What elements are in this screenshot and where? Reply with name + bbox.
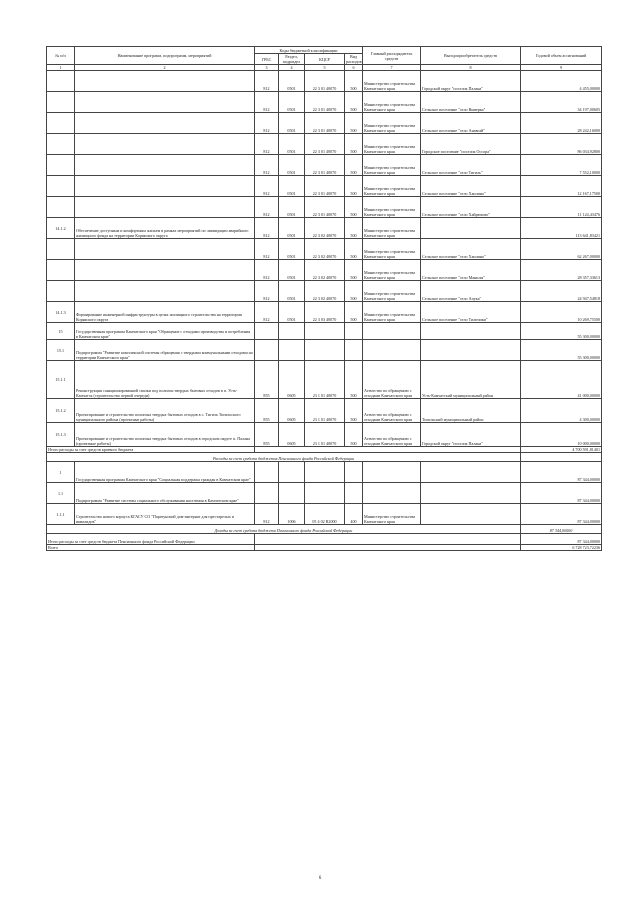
row-vr: 500 bbox=[345, 399, 363, 423]
row-name: Реконструкция санкционированной свалки под полигон твердых бытовых отходов в п. Усть-Камчатск (строительство первой очереди) bbox=[75, 361, 255, 399]
header-index: 9 bbox=[521, 65, 602, 71]
header-amount: Годовой объем ассигнований bbox=[521, 47, 602, 65]
table-row bbox=[47, 323, 602, 340]
row-vr: 500 bbox=[345, 71, 363, 92]
header-payer: Выгодоприобретатель средств bbox=[421, 47, 521, 65]
row-name: Подпрограмма "Развитие системы социального обслуживания населения в Камчатском крае" bbox=[75, 483, 255, 504]
row-amount: 62 267,00000 bbox=[521, 239, 602, 260]
row-name: Формирование инженерной инфраструктуры в целях жилищного строительства на территории Корякского округа bbox=[75, 302, 255, 323]
header-index: 6 bbox=[345, 65, 363, 71]
row-recipient: Министерство строительства Камчатского края bbox=[363, 260, 421, 281]
row-vr: 500 bbox=[345, 176, 363, 197]
row-payer: Городское поселение "поселок Оссора" bbox=[421, 134, 521, 155]
row-razdel: 0501 bbox=[279, 281, 305, 302]
header-csr: КЦСР bbox=[305, 54, 345, 65]
row-csr: 22 3 02 40070 bbox=[305, 218, 345, 239]
row-grbs: 855 bbox=[255, 361, 279, 399]
row-amount: 55 300,00000 bbox=[521, 340, 602, 361]
row-vr bbox=[345, 340, 363, 361]
row-razdel bbox=[279, 483, 305, 504]
row-name: Проектирование и строительство полигона твердых бытовых отходов в городском округе п. Палана (проектные работы) bbox=[75, 423, 255, 447]
budget-table bbox=[46, 46, 602, 551]
header-index: 8 bbox=[421, 65, 521, 71]
row-grbs: 812 bbox=[255, 239, 279, 260]
row-amount: 34 197,00605 bbox=[521, 92, 602, 113]
row-recipient: Министерство строительства Камчатского края bbox=[363, 302, 421, 323]
row-grbs bbox=[255, 462, 279, 483]
row-razdel: 1006 bbox=[279, 504, 305, 525]
row-csr: 22 3 02 40070 bbox=[305, 260, 345, 281]
row-grbs: 812 bbox=[255, 504, 279, 525]
row-csr bbox=[305, 483, 345, 504]
table-row bbox=[47, 504, 602, 525]
row-name bbox=[75, 71, 255, 92]
row-grbs: 812 bbox=[255, 134, 279, 155]
row-number: 15.1.2 bbox=[47, 399, 75, 423]
row-number: 1.1.1 bbox=[47, 504, 75, 525]
row-vr: 500 bbox=[345, 423, 363, 447]
total-filler bbox=[255, 545, 521, 551]
row-vr: 500 bbox=[345, 260, 363, 281]
row-razdel: 0605 bbox=[279, 361, 305, 399]
row-csr: 22 3 02 40070 bbox=[305, 281, 345, 302]
table-row bbox=[47, 281, 602, 302]
row-csr: 22 3 01 40070 bbox=[305, 176, 345, 197]
row-razdel: 0501 bbox=[279, 302, 305, 323]
table-body bbox=[47, 71, 602, 551]
row-recipient: Агентство по обращению с отходами Камчатского края bbox=[363, 399, 421, 423]
header-index: 1 bbox=[47, 65, 75, 71]
row-razdel: 0501 bbox=[279, 134, 305, 155]
header-num: № п/п bbox=[47, 47, 75, 65]
table-row bbox=[47, 260, 602, 281]
table-row bbox=[47, 399, 602, 423]
row-number: 15.1.1 bbox=[47, 361, 75, 399]
row-vr bbox=[345, 483, 363, 504]
row-vr: 500 bbox=[345, 361, 363, 399]
row-amount: 24 947,54818 bbox=[521, 281, 602, 302]
header-index: 4 bbox=[279, 65, 305, 71]
table-row bbox=[47, 239, 602, 260]
row-csr: 22 3 01 40070 bbox=[305, 197, 345, 218]
row-amount: 113 641,83421 bbox=[521, 218, 602, 239]
row-razdel: 0501 bbox=[279, 92, 305, 113]
header-index: 7 bbox=[363, 65, 421, 71]
row-amount: 55 300,00000 bbox=[521, 323, 602, 340]
row-vr: 500 bbox=[345, 281, 363, 302]
row-payer: Сельское поселение "село Хаилино" bbox=[421, 239, 521, 260]
row-grbs: 812 bbox=[255, 176, 279, 197]
row-razdel bbox=[279, 462, 305, 483]
row-amount: 86 034,92800 bbox=[521, 134, 602, 155]
row-payer: Городской округ "поселок Палана" bbox=[421, 423, 521, 447]
row-name: Проектирование и строительство полигона твердых бытовых отходов в с. Тигиль Тигильского муниципального района (проектные работы) bbox=[75, 399, 255, 423]
row-grbs: 812 bbox=[255, 218, 279, 239]
row-payer bbox=[421, 340, 521, 361]
section-row bbox=[47, 453, 602, 462]
table-row bbox=[47, 218, 602, 239]
row-vr bbox=[345, 323, 363, 340]
row-grbs: 812 bbox=[255, 302, 279, 323]
row-vr: 500 bbox=[345, 218, 363, 239]
table-row bbox=[47, 197, 602, 218]
page-number: 6 bbox=[318, 876, 322, 881]
row-payer bbox=[421, 462, 521, 483]
row-name: Строительство нового корпуса КГАСУ СО "Паратунский дом-интернат для престарелых и инвалидов" bbox=[75, 504, 255, 525]
row-payer: Сельское поселение "село Хайрюзово" bbox=[421, 197, 521, 218]
row-recipient: Министерство строительства Камчатского края bbox=[363, 134, 421, 155]
row-csr: 23 1 01 40070 bbox=[305, 361, 345, 399]
row-razdel: 0501 bbox=[279, 176, 305, 197]
section-row bbox=[47, 525, 602, 534]
table-header bbox=[47, 47, 602, 71]
total-amount: 6 728 723,72236 bbox=[521, 545, 602, 551]
table-row bbox=[47, 134, 602, 155]
row-razdel: 0605 bbox=[279, 423, 305, 447]
row-payer: Сельское поселение "село Анавгай" bbox=[421, 113, 521, 134]
row-amount: 7 552,10000 bbox=[521, 155, 602, 176]
row-recipient: Министерство строительства Камчатского края bbox=[363, 113, 421, 134]
row-grbs bbox=[255, 323, 279, 340]
row-recipient: Министерство строительства Камчатского края bbox=[363, 504, 421, 525]
row-number bbox=[47, 92, 75, 113]
row-grbs: 812 bbox=[255, 155, 279, 176]
row-csr: 22 3 01 40070 bbox=[305, 71, 345, 92]
row-recipient: Министерство строительства Камчатского края bbox=[363, 71, 421, 92]
row-csr: 22 3 01 40070 bbox=[305, 113, 345, 134]
row-number: 15 bbox=[47, 323, 75, 340]
row-name: Обеспечение доступным и комфортным жильем в рамках мероприятий по ликвидации аварийного жилищного фонда на территории Корякского округа bbox=[75, 218, 255, 239]
row-name bbox=[75, 260, 255, 281]
table-row bbox=[47, 462, 602, 483]
row-payer: Сельское поселение "село Апука" bbox=[421, 281, 521, 302]
row-grbs: 812 bbox=[255, 92, 279, 113]
table-row bbox=[47, 340, 602, 361]
row-csr bbox=[305, 462, 345, 483]
row-amount: 12 167,17500 bbox=[521, 176, 602, 197]
row-csr: 22 3 01 40070 bbox=[305, 92, 345, 113]
row-recipient bbox=[363, 483, 421, 504]
total-row bbox=[47, 545, 602, 551]
row-recipient: Министерство строительства Камчатского края bbox=[363, 176, 421, 197]
row-name: Государственная программа Камчатского края "Социальная поддержка граждан в Камчатском крае" bbox=[75, 462, 255, 483]
table-row bbox=[47, 155, 602, 176]
row-number bbox=[47, 176, 75, 197]
row-name bbox=[75, 134, 255, 155]
row-csr: 23 1 01 40070 bbox=[305, 399, 345, 423]
row-number: 1 bbox=[47, 462, 75, 483]
row-payer: Сельское поселение "село Манилы" bbox=[421, 260, 521, 281]
table-row bbox=[47, 113, 602, 134]
row-number bbox=[47, 197, 75, 218]
table-row bbox=[47, 176, 602, 197]
row-grbs: 812 bbox=[255, 71, 279, 92]
row-recipient bbox=[363, 340, 421, 361]
row-amount: 4 300,00000 bbox=[521, 399, 602, 423]
row-amount: 28 357,33613 bbox=[521, 260, 602, 281]
row-recipient bbox=[363, 462, 421, 483]
total-amount: 4 700 591,81401 bbox=[521, 447, 602, 453]
row-recipient: Министерство строительства Камчатского края bbox=[363, 155, 421, 176]
row-name: Подпрограмма "Развитие комплексной системы обращения с твердыми коммунальными отходами на территории Камчатского края" bbox=[75, 340, 255, 361]
row-number: 1.1 bbox=[47, 483, 75, 504]
row-vr: 500 bbox=[345, 113, 363, 134]
row-amount: 10 000,00000 bbox=[521, 423, 602, 447]
row-recipient: Министерство строительства Камчатского края bbox=[363, 92, 421, 113]
table-row bbox=[47, 423, 602, 447]
total-label: Итого расходы за счет средств краевого бюджета bbox=[47, 447, 255, 453]
row-grbs: 855 bbox=[255, 399, 279, 423]
row-grbs: 812 bbox=[255, 197, 279, 218]
table-row bbox=[47, 92, 602, 113]
section-amount: 87 344,00000 bbox=[521, 525, 602, 534]
row-payer bbox=[421, 323, 521, 340]
row-number bbox=[47, 239, 75, 260]
total-label: Итого расходы за счет средств бюджета Пенсионного фонда Российской Федерации bbox=[47, 534, 255, 545]
row-name bbox=[75, 239, 255, 260]
row-number bbox=[47, 260, 75, 281]
row-number bbox=[47, 134, 75, 155]
row-number: 15.1.3 bbox=[47, 423, 75, 447]
row-recipient: Министерство строительства Камчатского края bbox=[363, 239, 421, 260]
row-payer bbox=[421, 483, 521, 504]
table-row bbox=[47, 302, 602, 323]
row-name bbox=[75, 176, 255, 197]
row-csr: 05 4 02 R2000 bbox=[305, 504, 345, 525]
row-number bbox=[47, 155, 75, 176]
section-label: Расходы за счет средств бюджетов Пенсионного фонда Российской Федерации bbox=[47, 453, 521, 462]
row-csr: 22 3 02 40070 bbox=[305, 239, 345, 260]
header-grbs: ГРБС bbox=[255, 54, 279, 65]
row-csr: 22 3 03 40070 bbox=[305, 302, 345, 323]
row-grbs bbox=[255, 483, 279, 504]
row-name bbox=[75, 281, 255, 302]
row-razdel: 0501 bbox=[279, 113, 305, 134]
row-grbs: 812 bbox=[255, 281, 279, 302]
row-recipient: Министерство строительства Камчатского края bbox=[363, 197, 421, 218]
row-number bbox=[47, 113, 75, 134]
row-razdel: 0501 bbox=[279, 260, 305, 281]
total-amount: 87 344,00000 bbox=[521, 534, 602, 545]
row-razdel: 0501 bbox=[279, 218, 305, 239]
row-vr: 400 bbox=[345, 504, 363, 525]
row-vr: 500 bbox=[345, 134, 363, 155]
row-razdel: 0501 bbox=[279, 197, 305, 218]
row-razdel: 0605 bbox=[279, 399, 305, 423]
row-razdel: 0501 bbox=[279, 155, 305, 176]
row-number bbox=[47, 71, 75, 92]
row-number: 14.1.2 bbox=[47, 218, 75, 239]
row-amount: 4 455,00000 bbox=[521, 71, 602, 92]
row-recipient: Агентство по обращению с отходами Камчатского края bbox=[363, 423, 421, 447]
row-payer: Городской округ "поселок Палана" bbox=[421, 71, 521, 92]
table-row bbox=[47, 483, 602, 504]
row-payer bbox=[421, 218, 521, 239]
row-vr: 500 bbox=[345, 155, 363, 176]
row-amount: 87 344,00000 bbox=[521, 504, 602, 525]
row-recipient: Министерство строительства Камчатского края bbox=[363, 281, 421, 302]
row-payer: Сельское поселение "село Хаилино" bbox=[421, 176, 521, 197]
table-row bbox=[47, 71, 602, 92]
row-recipient: Министерство строительства Камчатского края bbox=[363, 218, 421, 239]
row-vr: 500 bbox=[345, 302, 363, 323]
row-recipient: Агентство по обращению с отходами Камчатского края bbox=[363, 361, 421, 399]
row-csr: 22 3 01 40070 bbox=[305, 155, 345, 176]
row-razdel: 0501 bbox=[279, 239, 305, 260]
header-index: 3 bbox=[255, 65, 279, 71]
header-index: 5 bbox=[305, 65, 345, 71]
row-grbs: 812 bbox=[255, 113, 279, 134]
row-number: 15.1 bbox=[47, 340, 75, 361]
row-csr: 23 1 01 40070 bbox=[305, 423, 345, 447]
header-codes: Коды бюджетной классификации bbox=[255, 47, 363, 54]
row-number: 14.1.3 bbox=[47, 302, 75, 323]
row-amount: 11 124,43476 bbox=[521, 197, 602, 218]
total-label: Всего bbox=[47, 545, 255, 551]
table-row bbox=[47, 361, 602, 399]
row-name bbox=[75, 197, 255, 218]
row-payer: Сельское поселение "село Выверка" bbox=[421, 92, 521, 113]
row-name: Государственная программа Камчатского края "Обращение с отходами производства и потребления в Камчатском крае" bbox=[75, 323, 255, 340]
total-filler bbox=[255, 534, 521, 545]
header-index: 2 bbox=[75, 65, 255, 71]
row-grbs: 855 bbox=[255, 423, 279, 447]
row-csr bbox=[305, 323, 345, 340]
row-vr: 500 bbox=[345, 92, 363, 113]
row-payer: Сельское поселение "село Тиличики" bbox=[421, 302, 521, 323]
row-amount: 41 000,00000 bbox=[521, 361, 602, 399]
row-amount: 28 242,16000 bbox=[521, 113, 602, 134]
row-payer: Усть-Камчатский муниципальный район bbox=[421, 361, 521, 399]
header-name: Наименование программ, подпрограмм, мероприятий bbox=[75, 47, 255, 65]
row-amount: 87 344,00000 bbox=[521, 483, 602, 504]
row-number bbox=[47, 281, 75, 302]
row-recipient bbox=[363, 323, 421, 340]
row-payer: Тигильский муниципальный район bbox=[421, 399, 521, 423]
row-name bbox=[75, 155, 255, 176]
header-recipient: Главный распорядитель средств bbox=[363, 47, 421, 65]
row-payer bbox=[421, 504, 521, 525]
row-amount: 10 269,75500 bbox=[521, 302, 602, 323]
row-razdel bbox=[279, 340, 305, 361]
row-payer: Сельское поселение "село Тигиль" bbox=[421, 155, 521, 176]
row-csr bbox=[305, 340, 345, 361]
row-razdel bbox=[279, 323, 305, 340]
header-vr: Вид расходов bbox=[346, 54, 362, 64]
section-amount bbox=[521, 453, 602, 462]
row-csr: 22 3 01 40070 bbox=[305, 134, 345, 155]
row-vr bbox=[345, 462, 363, 483]
row-grbs: 812 bbox=[255, 260, 279, 281]
row-vr: 500 bbox=[345, 197, 363, 218]
row-grbs bbox=[255, 340, 279, 361]
row-amount: 87 344,00000 bbox=[521, 462, 602, 483]
row-vr: 500 bbox=[345, 239, 363, 260]
row-razdel: 0501 bbox=[279, 71, 305, 92]
header-razdel: Раздел, подраздел bbox=[279, 54, 305, 65]
row-name bbox=[75, 113, 255, 134]
section-label: Доходы за счет средств бюджета Пенсионного фонда Российской Федерации bbox=[47, 525, 521, 534]
total-row bbox=[47, 534, 602, 545]
row-name bbox=[75, 92, 255, 113]
